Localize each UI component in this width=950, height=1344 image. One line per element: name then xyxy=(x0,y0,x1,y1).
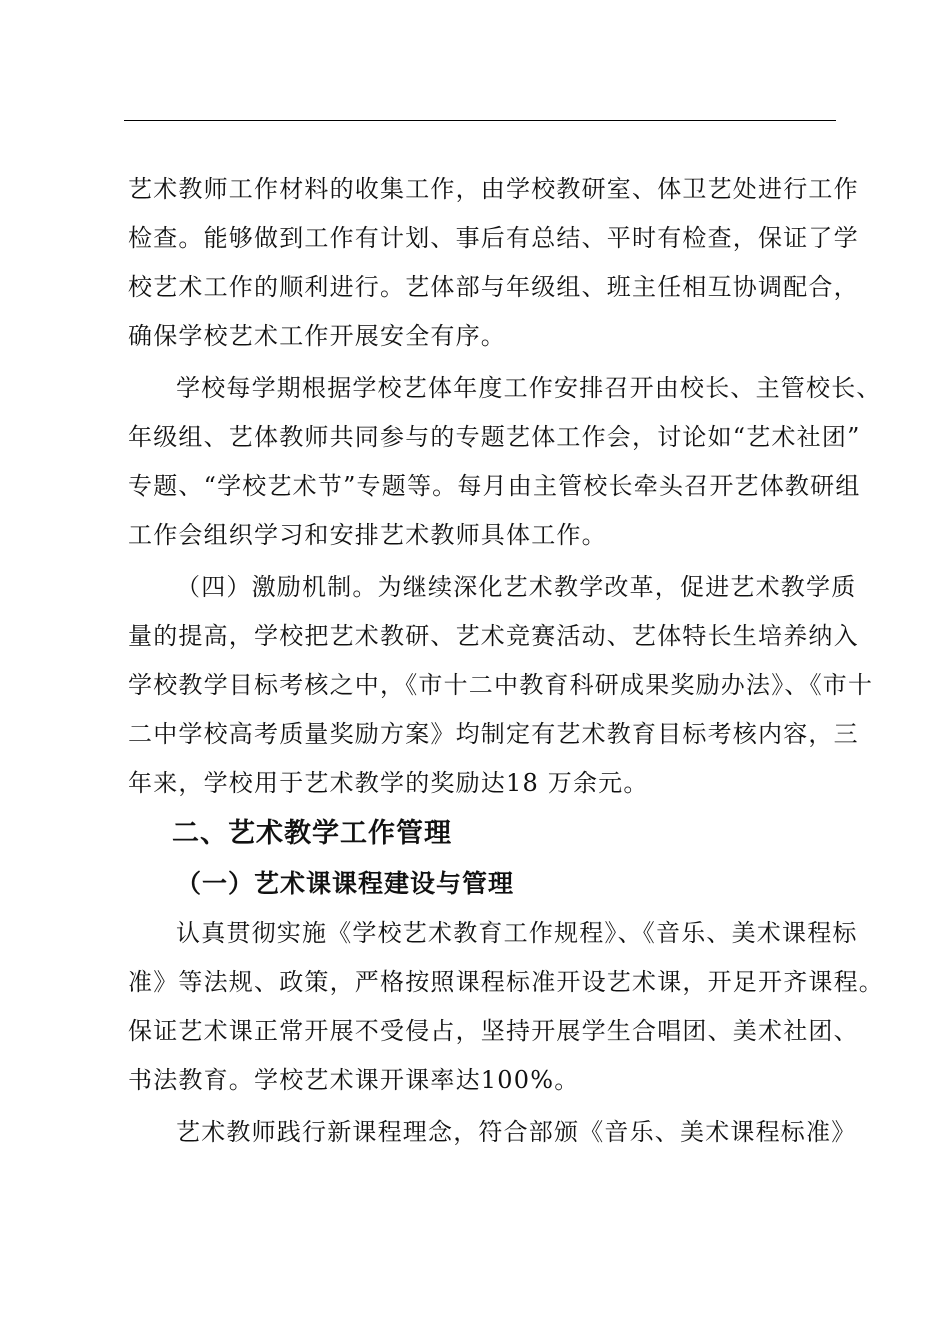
text-line: 书法教育。学校艺术课开课率达100%。 xyxy=(128,1066,580,1094)
text-line: 专题、“学校艺术节”专题等。每月由主管校长牵头召开艺体教研组 xyxy=(128,472,861,500)
text-line: 年来，学校用于艺术教学的奖励达18 万余元。 xyxy=(128,769,649,797)
text-line: 年级组、艺体教师共同参与的专题艺体工作会，讨论如“艺术社团” xyxy=(128,423,861,451)
header-rule xyxy=(124,120,836,121)
text-line: 准》等法规、政策，严格按照课程标准开设艺术课，开足开齐课程。 xyxy=(128,968,884,996)
text-line: 工作会组织学习和安排艺术教师具体工作。 xyxy=(128,521,607,549)
paragraph-teachers xyxy=(128,1108,857,1157)
text-line: 学校每学期根据学校艺体年度工作安排召开由校长、主管校长、 xyxy=(176,374,882,402)
text-line: 学校教学目标考核之中，《市十二中教育科研成果奖励办法》、《市十 xyxy=(128,671,874,699)
paragraph-meetings xyxy=(128,364,882,560)
section-heading: 二、艺术教学工作管理 xyxy=(172,818,452,849)
text-line: 确保学校艺术工作开展安全有序。 xyxy=(128,322,506,350)
text-line: 保证艺术课正常开展不受侵占，坚持开展学生合唱团、美术社团、 xyxy=(128,1017,859,1045)
paragraph-curriculum xyxy=(128,909,884,1105)
document-body xyxy=(128,165,884,1157)
subsection-heading: （一）艺术课课程建设与管理 xyxy=(176,869,515,898)
text-line: 认真贯彻实施《学校艺术教育工作规程》、《音乐、美术课程标 xyxy=(176,919,858,947)
paragraph-incentive xyxy=(128,563,874,808)
text-line: 量的提高，学校把艺术教研、艺术竞赛活动、艺体特长生培养纳入 xyxy=(128,622,859,650)
text-line: （四）激励机制。为继续深化艺术教学改革，促进艺术教学质 xyxy=(176,573,857,601)
text-line: 检查。能够做到工作有计划、事后有总结、平时有检查，保证了学 xyxy=(128,224,859,252)
text-line: 艺术教师工作材料的收集工作，由学校教研室、体卫艺处进行工作 xyxy=(128,175,859,203)
text-line: 校艺术工作的顺利进行。艺体部与年级组、班主任相互协调配合， xyxy=(128,273,859,301)
text-line: 艺术教师践行新课程理念，符合部颁《音乐、美术课程标准》 xyxy=(176,1118,857,1146)
paragraph-continuation xyxy=(128,165,859,361)
text-line: 二中学校高考质量奖励方案》均制定有艺术教育目标考核内容，三 xyxy=(128,720,859,748)
